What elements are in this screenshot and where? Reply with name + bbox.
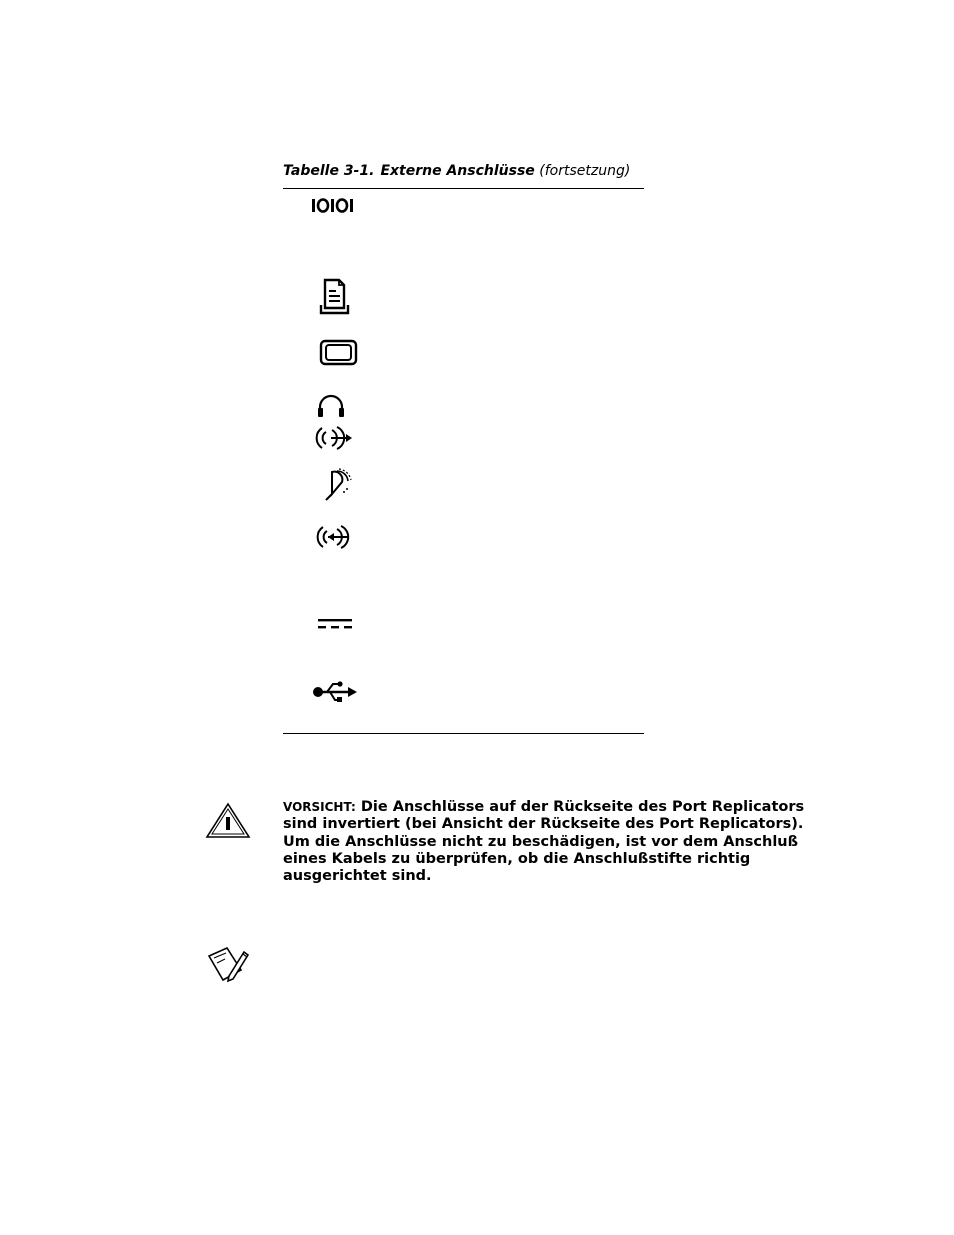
note-pencil-icon bbox=[207, 946, 249, 988]
parallel-printer-port-icon bbox=[319, 278, 351, 316]
table-title: Externe Anschlüsse bbox=[380, 163, 535, 179]
microphone-port-icon bbox=[320, 468, 352, 504]
caution-body: Die Anschlüsse auf der Rückseite des Port Replicators sind invertiert (bei Ansicht der Rückseite des Port Replicators). Um die Anschlüsse nicht zu beschädigen, ist vor dem Anschluß eines Kabels zu überprüfen, ob die Anschlußstifte richtig ausgerichtet sind. bbox=[283, 799, 805, 885]
caution-label: VORSICHT: bbox=[283, 800, 356, 814]
video-monitor-port-icon bbox=[319, 339, 359, 367]
serial-port-icon bbox=[311, 197, 359, 215]
table-bottom-rule bbox=[283, 733, 644, 734]
audio-line-out-icon bbox=[314, 425, 354, 451]
table-top-rule bbox=[283, 188, 644, 189]
dc-power-icon bbox=[317, 617, 353, 631]
audio-line-in-icon bbox=[316, 524, 352, 550]
headphones-port-icon bbox=[317, 394, 345, 420]
table-continued: (fortsetzung) bbox=[539, 163, 631, 179]
table-caption bbox=[283, 163, 644, 179]
caution-triangle-icon bbox=[205, 802, 251, 844]
table-number: Tabelle 3-1. bbox=[283, 163, 375, 179]
caution-notice bbox=[283, 799, 813, 885]
usb-port-icon bbox=[311, 680, 359, 706]
